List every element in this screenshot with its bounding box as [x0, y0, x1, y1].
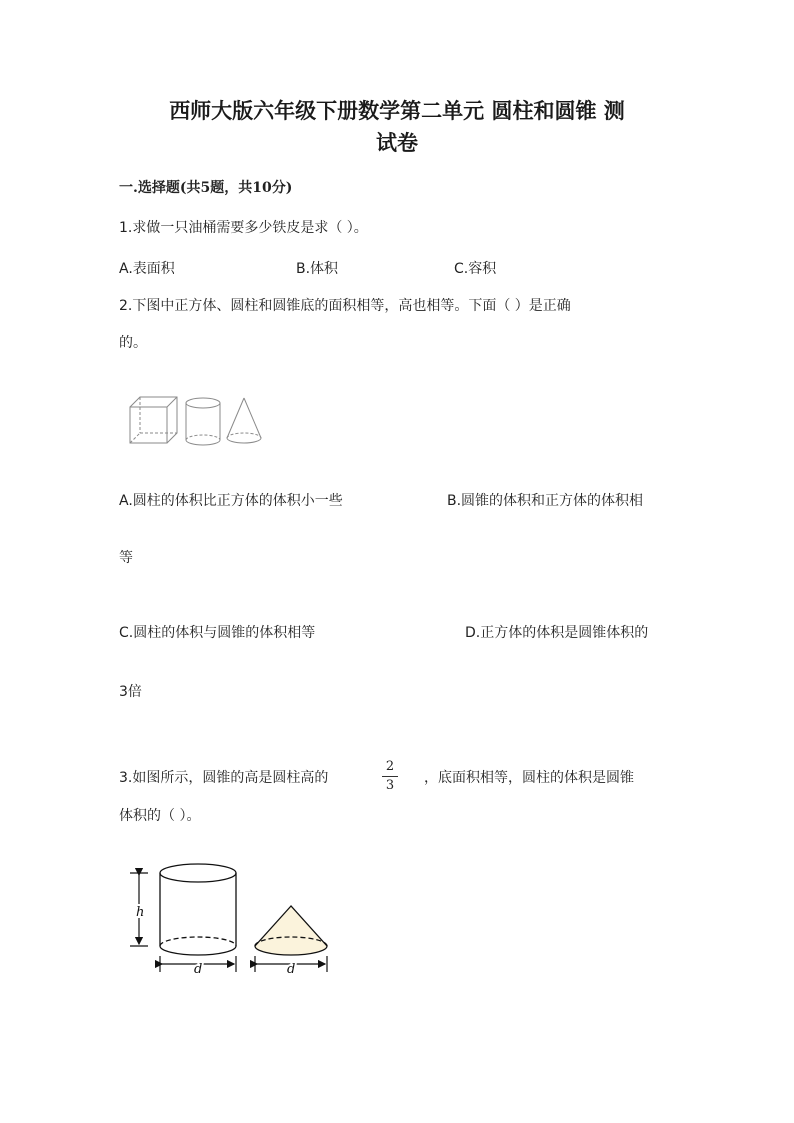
- fraction-denominator: 3: [385, 778, 395, 793]
- cone-figure: [227, 398, 261, 443]
- question-2-option-a: A.圆柱的体积比正方体的体积小一些: [119, 493, 343, 509]
- exam-title-line1: 西师大版六年级下册数学第二单元 圆柱和圆锥 测: [169, 98, 625, 123]
- cylinder-figure: [186, 398, 220, 445]
- exam-title-line2: 试卷: [376, 130, 418, 155]
- question-1-option-b: B.体积: [296, 261, 339, 277]
- question-3-fraction: [380, 759, 400, 794]
- question-2-text-line1: 2.下图中正方体、圆柱和圆锥底的面积相等，高也相等。下面（ ）是正确: [119, 298, 571, 314]
- cylinder-diameter-label: d: [194, 962, 203, 977]
- question-2-text-line2: 的。: [119, 335, 147, 351]
- question-2-figure-cube-cylinder-cone: [128, 395, 278, 445]
- question-2-option-d-line1: D.正方体的体积是圆锥体积的: [465, 625, 649, 641]
- cone-figure: [255, 906, 327, 955]
- fraction-bar: [382, 776, 398, 777]
- cylinder-figure: [160, 864, 236, 955]
- section-heading-choice: 一.选择题(共5题，共10分): [119, 180, 293, 196]
- question-3-text-after: ，底面积相等，圆柱的体积是圆锥: [424, 770, 634, 786]
- question-3-text-before: 3.如图所示，圆锥的高是圆柱高的: [119, 770, 329, 786]
- height-label: h: [136, 905, 145, 920]
- question-2-option-d-line2: 3倍: [119, 684, 142, 700]
- question-2-option-b-line1: B.圆锥的体积和正方体的体积相: [447, 493, 644, 509]
- question-1-option-a: A.表面积: [119, 261, 175, 277]
- question-3-figure-cylinder-cone: [126, 860, 336, 978]
- fraction-numerator: 2: [385, 759, 395, 774]
- cube-figure: [130, 397, 177, 443]
- cone-diameter-label: d: [287, 962, 296, 977]
- question-1-option-c: C.容积: [454, 261, 497, 277]
- question-2-option-c: C.圆柱的体积与圆锥的体积相等: [119, 625, 316, 641]
- question-1-text: 1.求做一只油桶需要多少铁皮是求（ ）。: [119, 220, 368, 236]
- question-3-text-line2: 体积的（ ）。: [119, 808, 201, 824]
- question-2-option-b-line2: 等: [119, 550, 133, 566]
